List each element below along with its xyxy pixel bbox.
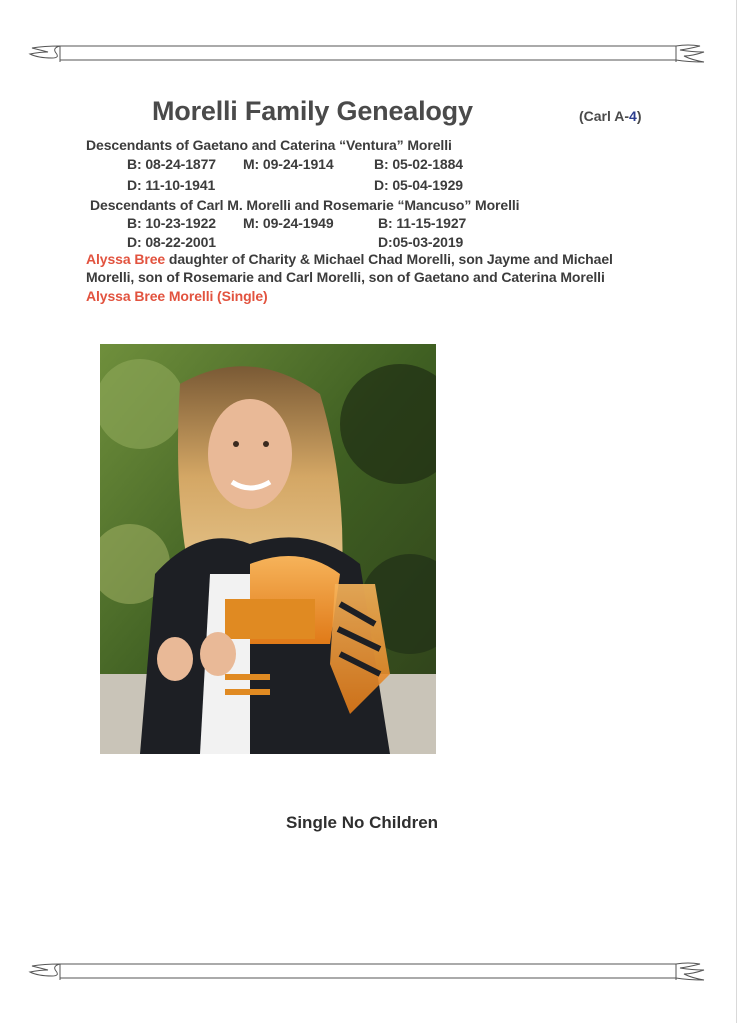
gen2-marriage: M: 09-24-1949 [243,215,334,231]
gen1-marriage: M: 09-24-1914 [243,156,334,172]
lineage-name: Alyssa Bree [86,251,166,267]
scroll-border-top [28,40,708,66]
lineage-line-1 [86,251,613,267]
gen1-heading: Descendants of Gaetano and Caterina “Ventura” Morelli [86,137,452,153]
code-suffix: ) [636,108,642,124]
code-prefix: (Carl A- [579,108,630,124]
lineage-status: Alyssa Bree Morelli (Single) [86,288,268,304]
gen1-birth-2: B: 05-02-1884 [374,156,463,172]
gen1-birth-1: B: 08-24-1877 [127,156,216,172]
portrait-photo [100,344,436,754]
page-title: Morelli Family Genealogy [152,96,473,126]
gen2-death-2: D:05-03-2019 [378,234,464,250]
gen1-death-1: D: 11-10-1941 [127,177,216,193]
gen2-birth-1: B: 10-23-1922 [127,215,216,231]
lineage-line-2: Morelli, son of Rosemarie and Carl Morelli, son of Gaetano and Caterina Morelli [86,269,605,285]
gen2-heading: Descendants of Carl M. Morelli and Rosemarie “Mancuso” Morelli [90,197,520,213]
page-edge-line [736,0,737,1023]
gen2-birth-2: B: 11-15-1927 [378,215,467,231]
gen1-death-2: D: 05-04-1929 [374,177,463,193]
gen2-death-1: D: 08-22-2001 [127,234,216,250]
lineage-text-1: daughter of Charity & Michael Chad Morelli, son Jayme and Michael [165,251,613,267]
family-code [579,108,642,124]
children-caption: Single No Children [286,813,439,832]
scroll-border-bottom [28,958,708,984]
code-number: 4 [629,108,637,124]
